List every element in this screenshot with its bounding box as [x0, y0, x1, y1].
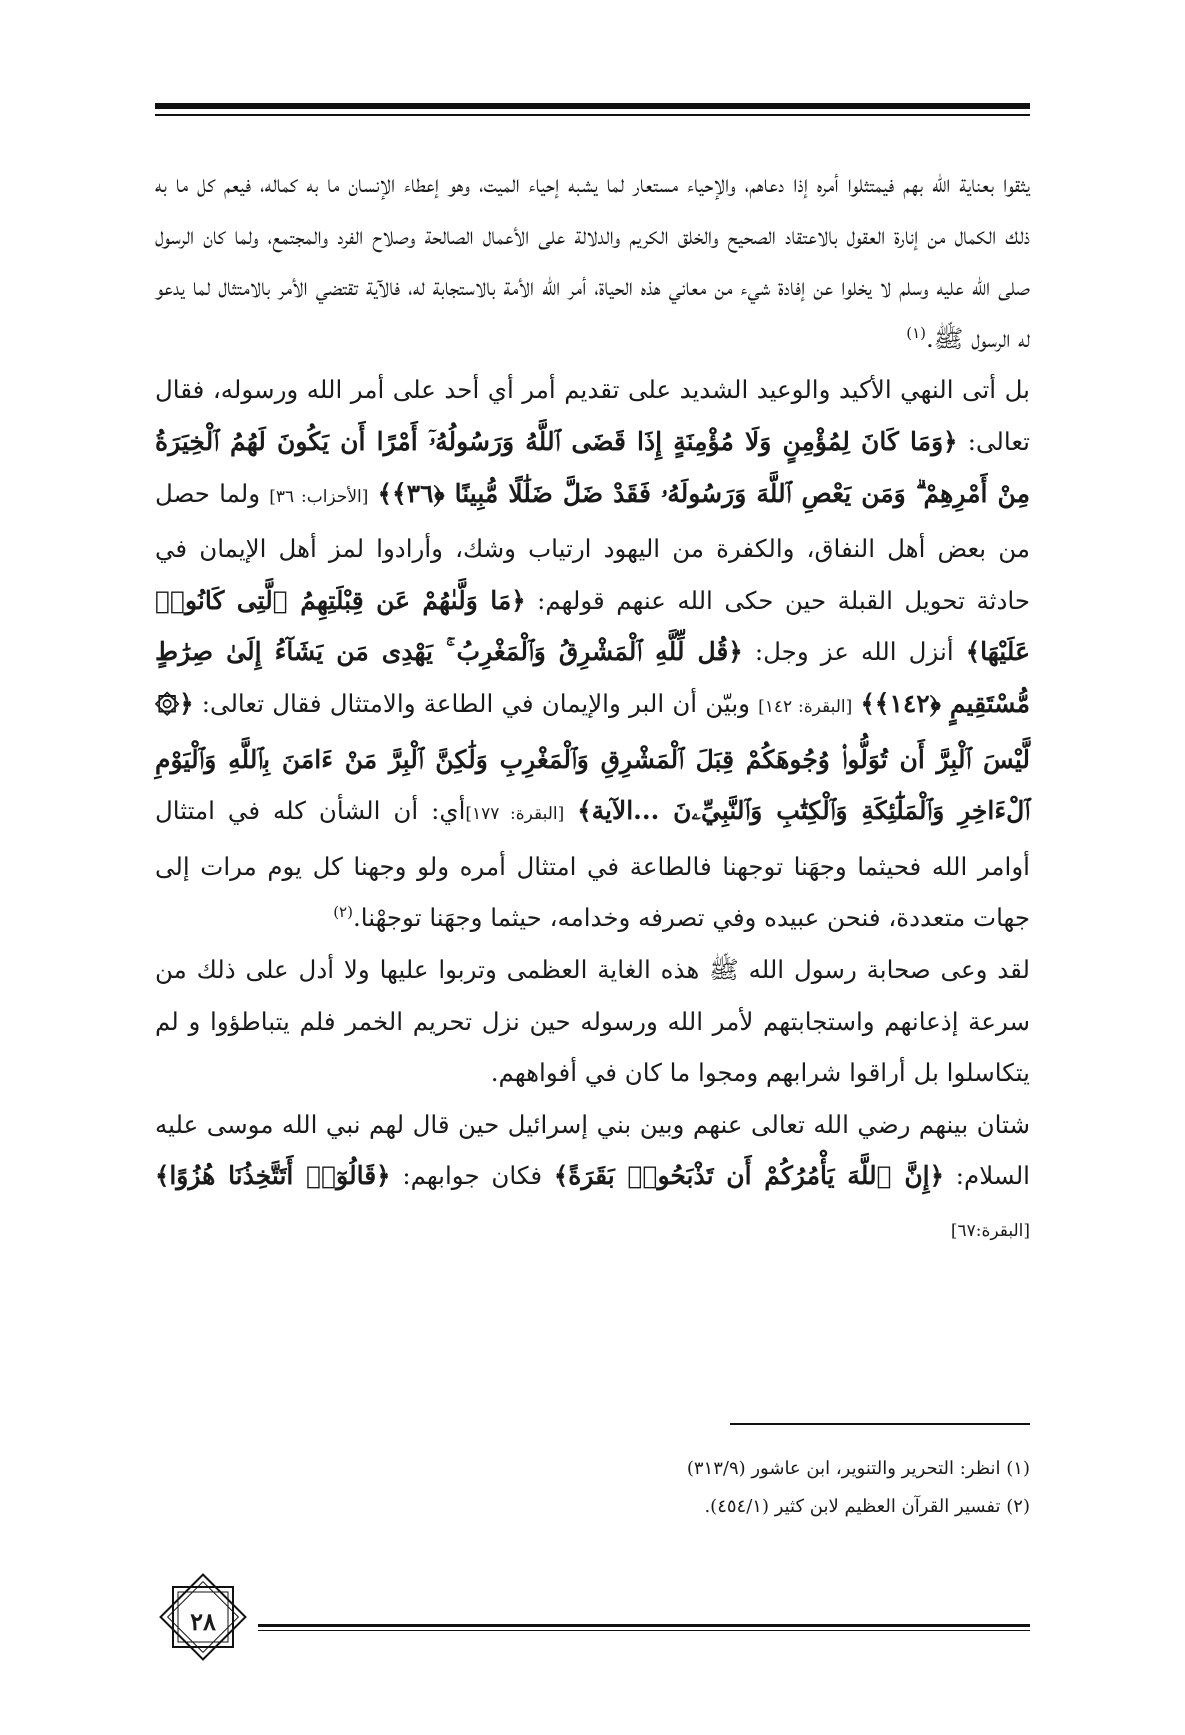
- quran-verse-baqarah-142b: قُل لِّلَّهِ ٱلْمَشْرِقُ وَٱلْمَغْرِبُ ۚ يَهْدِى مَن يَشَآءُ إِلَىٰ صِرَٰطٍ مُّسْتَقِيمٍ ﴿١٤٢﴾: [155, 637, 1030, 718]
- quran-bracket-close: ﴾: [155, 1161, 170, 1191]
- quran-bracket-close: ﴾: [553, 1161, 569, 1191]
- quran-verse-baqarah-67a: إِنَّ ٱللَّهَ يَأْمُرُكُمْ أَن تَذْبَحُوا۟ بَقَرَةً: [568, 1161, 930, 1191]
- footnotes: [155, 1450, 1030, 1526]
- quran-bracket-open: ﴿: [179, 688, 194, 718]
- paragraph-2-text-b: ولما حصل من بعض أهل النفاق، والكفرة من اليهود ارتياب وشك، وأرادوا لمز أهل الإيمان في حادثة تحويل القبلة حين حكى الله عنهم قولهم:: [155, 478, 1030, 615]
- quran-bracket-open: ﴿: [929, 1161, 944, 1191]
- paragraph-3: لقد وعى صحابة رسول الله ﷺ هذه الغاية العظمى وتربوا عليها ولا أدل على ذلك من سرعة إذعانهم واستجابتهم لأمر الله ورسوله حين نزل تحريم الخمر فلم يتباطؤوا و لم يتكاسلوا بل أراقوا شرابهم ومجوا ما كان في أفواههم.: [155, 954, 1030, 1088]
- quran-verse-baqarah-67b: قَالُوٓا۟ أَتَتَّخِذُنَا هُزُوًا: [169, 1161, 377, 1191]
- footnote-1: (١) انظر: التحرير والتنوير، ابن عاشور (٣١٣/٩): [686, 1458, 1030, 1479]
- quran-verse-baqarah-177: ۞ لَّيْسَ ٱلْبِرَّ أَن تُوَلُّوا۟ وُجُوهَكُمْ قِبَلَ ٱلْمَشْرِقِ وَٱلْمَغْرِبِ وَلَٰكِنَّ ٱلْبِرَّ مَنْ ءَامَنَ بِٱللَّهِ وَٱلْيَوْمِ ٱلْءَاخِرِ وَٱلْمَلَٰٓئِكَةِ وَٱلْكِتَٰبِ وَٱلنَّبِيِّۦنَ ...الآية: [155, 688, 1030, 826]
- paragraph-2: [155, 364, 1030, 944]
- quran-bracket-close: ﴾: [577, 796, 592, 826]
- verse-reference-ahzab: [الأحزاب: ٣٦]: [269, 486, 369, 507]
- paragraph-2-text-d: وبيّن أن البر والإيمان في الطاعة والامتثال فقال تعالى:: [201, 688, 750, 718]
- footnote-2: (٢) تفسير القرآن العظيم لابن كثير (٤٥٤/١).: [704, 1496, 1030, 1517]
- main-text: [155, 158, 1030, 1257]
- paragraph-2-text-a: بل أتى النهي الأكيد والوعيد الشديد على تقديم أمر أي أحد على أمر الله ورسوله، فقال تعالى:: [155, 375, 1030, 456]
- footnote-ref-1: (١): [906, 323, 927, 342]
- paragraph-1-text: يثقوا بعناية الله بهم فيمتثلوا أمره إذا دعاهم، والإحياء مستعار لما يشبه إحياء الميت، وهو إعطاء الإنسان ما به كماله، فيعم كل ما به ذلك الكمال من إنارة العقول بالاعتقاد الصحيح والخلق الكريم والدلالة على الأعمال الصالحة وصلاح الفرد والمجتمع، ولما كان الرسول صلى الله عليه وسلم لا يخلوا عن إفادة شيء من معاني هذه الحياة، أمر الله الأمة بالاستجابة له، فالآية تقتضي الأمر بالامتثال لما يدعو له الرسول ﷺ.: [155, 169, 1030, 353]
- quran-bracket-open: ﴿: [728, 637, 743, 667]
- quran-verse-ahzab-36: وَمَا كَانَ لِمُؤْمِنٍ وَلَا مُؤْمِنَةٍ إِذَا قَضَى ٱللَّهُ وَرَسُولُهُۥٓ أَمْرًا أَن يَكُونَ لَهُمُ ٱلْخِيَرَةُ مِنْ أَمْرِهِمْ ۗ وَمَن يَعْصِ ٱللَّهَ وَرَسُولَهُۥ فَقَدْ ضَلَّ ضَلَٰلًا مُّبِينًا ﴿٣٦﴾: [155, 426, 1030, 508]
- verse-reference-baqarah-67: [البقرة:٦٧]: [950, 1220, 1030, 1241]
- paragraph-4-text-b: فكان جوابهم:: [402, 1161, 543, 1191]
- footnote-ref-2: (٢): [333, 903, 353, 922]
- quran-bracket-close: ﴾: [860, 688, 875, 718]
- verse-reference-baqarah-142: [البقرة: ١٤٢]: [758, 696, 853, 717]
- quran-bracket-open: ﴿: [943, 426, 958, 456]
- paragraph-2-text-c: أنزل الله عز وجل:: [754, 637, 954, 667]
- paragraph-4: [155, 1099, 1030, 1258]
- header-rule: [155, 103, 1030, 115]
- quran-bracket-close: ﴾: [965, 637, 981, 667]
- quran-bracket-close: ﴾: [377, 478, 392, 508]
- verse-reference-baqarah-177: [البقرة: ١٧٧]: [465, 804, 565, 825]
- quran-bracket-open: ﴿: [376, 1161, 391, 1191]
- paragraph-4-text-a: شتان بينهم رضي الله تعالى عنهم وبين بني إسرائيل حين قال لهم نبي الله موسى عليه السلام:: [155, 1109, 1030, 1191]
- quran-verse-baqarah-142a: مَا وَلَّىٰهُمْ عَن قِبْلَتِهِمُ ٱلَّتِى كَانُوا۟ عَلَيْهَا: [155, 585, 1030, 667]
- footnote-separator: [730, 1423, 1030, 1425]
- footer-rule: [258, 1624, 1030, 1627]
- paragraph-2-text-e: أي: أن الشأن كله في امتثال أوامر الله فحيثما وجهَنا توجهنا فالطاعة في امتثال أمره ولو وجهنا كل يوم مرات إلى جهات متعددة، فنحن عبيده وفي تصرفه وخدامه، حيثما وجهَنا توجهْنا.: [155, 796, 1030, 933]
- quran-bracket-open: ﴿: [511, 585, 526, 615]
- paragraph-1: [155, 158, 1030, 364]
- page-number: ٢٨: [190, 1607, 216, 1636]
